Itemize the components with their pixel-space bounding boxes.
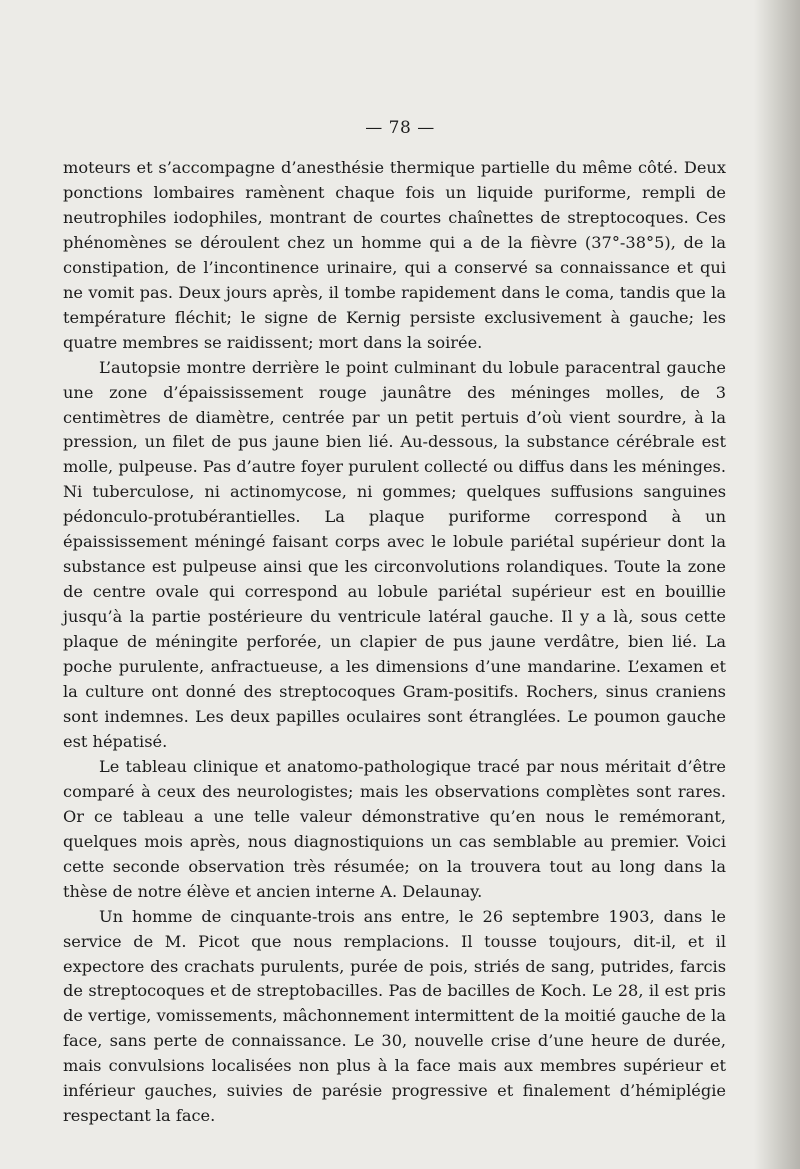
paragraph-clinical-comparison: Le tableau clinique et anatomo-pathologique tracé par nous méritait d’être comparé à ceux des neurologistes; mais les observations complètes sont rares. Or ce tableau a une telle valeur démonstrative qu’en nous le remémorant, quelques mois après, nous diagnostiquions un cas semblable au premier. Voici cette seconde observation très résumée; on la trouvera tout au long dans la thèse de notre élève et ancien interne A. Delaunay.: [63, 756, 726, 901]
body-text: [63, 156, 726, 1129]
paragraph-autopsy: L’autopsie montre derrière le point culminant du lobule paracentral gauche une zone d’épaississement rouge jaunâtre des méninges molles, de 3 centimètres de diamètre, centrée par un petit pertuis d’où vient sourdre, à la pression, un filet de pus jaune bien lié. Au-dessous, la substance cérébrale est molle, pulpeuse. Pas d’autre foyer purulent collecté ou diffus dans les méninges. Ni tuberculose, ni actinomycose, ni gommes; quelques suffusions sanguines pédonculo-protubérantielles. La plaque puriforme correspond à un épaississement méningé faisant corps avec le lobule pariétal supérieur dont la substance est pulpeuse ainsi que les circonvolutions rolandiques. Toute la zone de centre ovale qui correspond au lobule pariétal supérieur est en bouillie jusqu’à la partie postérieure du ventricule latéral gauche. Il y a là, sous cette plaque de méningite perforée, un clapier de pus jaune verdâtre, bien lié. La poche purulente, anfractueuse, a les dimensions d’une mandarine. L’examen et la culture ont donné des streptocoques Gram-positifs. Rochers, sinus craniens sont indemnes. Les deux papilles oculaires sont étranglées. Le poumon gauche est hépatisé.: [63, 357, 726, 751]
page-number: — 78 —: [365, 118, 435, 138]
paragraph-continuation: moteurs et s’accompagne d’anesthésie thermique partielle du même côté. Deux ponctions lombaires ramènent chaque fois un liquide puriforme, rempli de neutrophiles iodophiles, montrant de courtes chaînettes de streptocoques. Ces phénomènes se déroulent chez un homme qui a de la fièvre (37°-38°5), de la constipation, de l’incontinence urinaire, qui a conservé sa connaissance et qui ne vomit pas. Deux jours après, il tombe rapidement dans le coma, tandis que la température fléchit; le signe de Kernig persiste exclusivement à gauche; les quatre membres se raidissent; mort dans la soirée.: [63, 158, 726, 352]
paragraph-second-case: Un homme de cinquante-trois ans entre, le 26 septembre 1903, dans le service de M. Picot que nous remplacions. Il tousse toujours, dit-il, et il expectore des crachats purulents, purée de pois, striés de sang, putrides, farcis de streptocoques et de streptobacilles. Pas de bacilles de Koch. Le 28, il est pris de vertige, vomissements, mâchonnement intermittent de la moitié gauche de la face, sans perte de connaissance. Le 30, nouvelle crise d’une heure de durée, mais convulsions localisées non plus à la face mais aux membres supérieur et inférieur gauches, suivies de parésie progressive et finalement d’hémiplégie respectant la face.: [63, 906, 726, 1126]
page-edge-shadow: [754, 0, 800, 1169]
